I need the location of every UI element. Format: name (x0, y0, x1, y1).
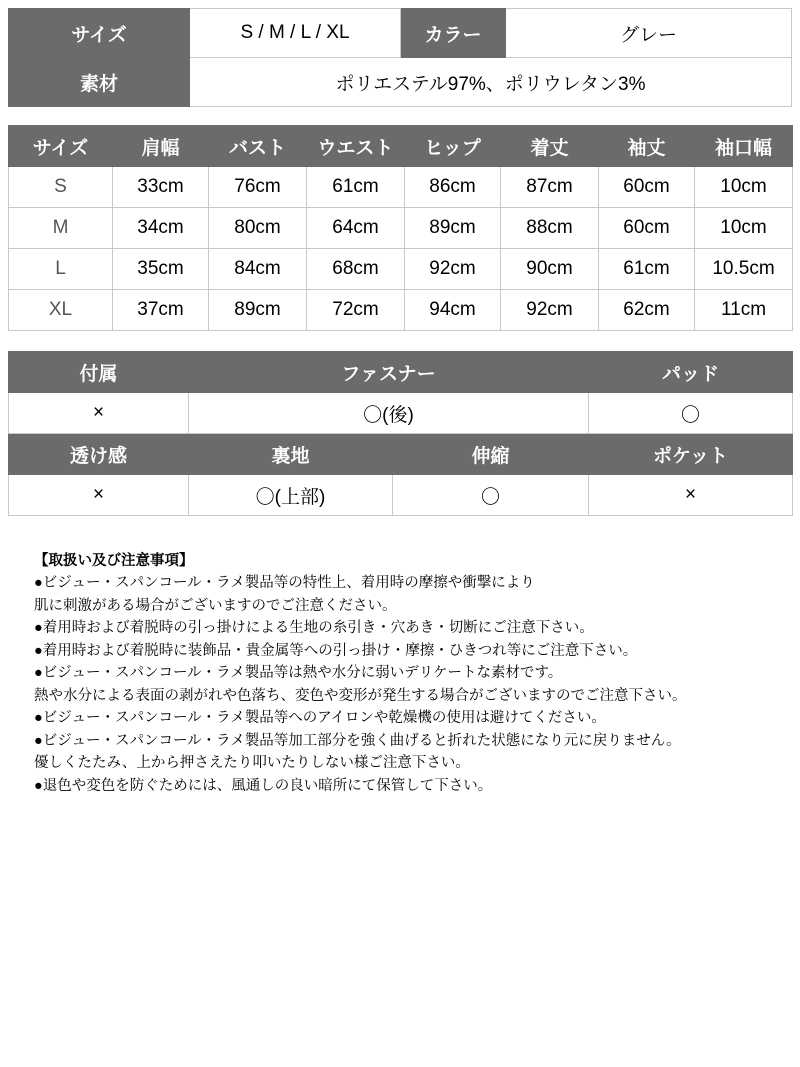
notes-line: ●着用時および着脱時に装飾品・貴金属等への引っ掛け・摩擦・ひきつれ等にご注意下さい。 (34, 642, 638, 659)
table-row (9, 167, 793, 208)
detail-value-stretch: 〇 (393, 475, 589, 516)
table-header-row (9, 352, 793, 393)
size-cell: 94cm (405, 290, 501, 331)
notes-title: 【取扱い及び注意事項】 (34, 553, 194, 569)
table-row (9, 475, 793, 516)
size-cell: 84cm (209, 249, 307, 290)
size-cell: 92cm (405, 249, 501, 290)
size-cell: 37cm (113, 290, 209, 331)
size-col-header-7: 袖口幅 (695, 126, 793, 167)
spec-label-material: 素材 (9, 58, 190, 107)
detail-header-accessory: 付属 (9, 352, 189, 393)
detail-header-stretch: 伸縮 (393, 434, 589, 475)
detail-table (8, 351, 793, 516)
detail-value-pocket: × (589, 475, 793, 516)
size-cell: 60cm (599, 167, 695, 208)
notes-line: ●ビジュー・スパンコール・ラメ製品等加工部分を強く曲げると折れた状態になり元に戻りません。 (34, 732, 681, 749)
detail-header-pad: パッド (589, 352, 793, 393)
size-cell: 87cm (501, 167, 599, 208)
detail-value-sheerness: × (9, 475, 189, 516)
size-cell: 88cm (501, 208, 599, 249)
detail-header-zipper: ファスナー (189, 352, 589, 393)
size-cell: 72cm (307, 290, 405, 331)
size-cell: 68cm (307, 249, 405, 290)
size-cell: 64cm (307, 208, 405, 249)
size-cell: 35cm (113, 249, 209, 290)
notes-line: 肌に刺激がある場合がございますのでご注意ください。 (34, 597, 397, 614)
notes-line: ●ビジュー・スパンコール・ラメ製品等へのアイロンや乾燥機の使用は避けてください。 (34, 710, 606, 727)
notes-line: ●ビジュー・スパンコール・ラメ製品等は熱や水分に弱いデリケートな素材です。 (34, 665, 563, 682)
size-cell: 10cm (695, 167, 793, 208)
table-row (9, 208, 793, 249)
notes-line: ●退色や変色を防ぐためには、風通しの良い暗所にて保管して下さい。 (34, 777, 493, 794)
size-cell: 34cm (113, 208, 209, 249)
size-cell: 10cm (695, 208, 793, 249)
spec-label-size: サイズ (9, 9, 190, 58)
size-cell: 90cm (501, 249, 599, 290)
size-row-label-xl: XL (9, 290, 113, 331)
size-cell: 86cm (405, 167, 501, 208)
detail-header-lining: 裏地 (189, 434, 393, 475)
size-cell: 60cm (599, 208, 695, 249)
detail-header-sheerness: 透け感 (9, 434, 189, 475)
notes-section (8, 550, 792, 797)
table-row (9, 9, 792, 58)
size-cell: 11cm (695, 290, 793, 331)
size-row-label-l: L (9, 249, 113, 290)
table-header-row (9, 126, 793, 167)
size-cell: 62cm (599, 290, 695, 331)
detail-header-pocket: ポケット (589, 434, 793, 475)
spec-table (8, 8, 792, 107)
size-cell: 89cm (405, 208, 501, 249)
notes-line: ●ビジュー・スパンコール・ラメ製品等の特性上、着用時の摩擦や衝撃により (34, 575, 535, 592)
notes-line: 熱や水分による表面の剥がれや色落ち、変色や変形が発生する場合がございますのでご注意下さい。 (34, 687, 687, 704)
table-row (9, 58, 792, 107)
size-cell: 61cm (599, 249, 695, 290)
size-table (8, 125, 793, 331)
size-row-label-s: S (9, 167, 113, 208)
table-row (9, 249, 793, 290)
size-cell: 61cm (307, 167, 405, 208)
detail-value-lining: 〇(上部) (189, 475, 393, 516)
size-col-header-4: ヒップ (405, 126, 501, 167)
size-cell: 89cm (209, 290, 307, 331)
spec-label-color: カラー (401, 9, 506, 58)
table-row (9, 290, 793, 331)
size-col-header-2: バスト (209, 126, 307, 167)
size-col-header-6: 袖丈 (599, 126, 695, 167)
size-cell: 33cm (113, 167, 209, 208)
size-row-label-m: M (9, 208, 113, 249)
spec-value-size: S / M / L / XL (190, 9, 401, 58)
notes-line: 優しくたたみ、上から押さえたり叩いたりしない様ご注意下さい。 (34, 755, 470, 772)
size-cell: 10.5cm (695, 249, 793, 290)
detail-value-zipper: 〇(後) (189, 393, 589, 434)
table-row (9, 393, 793, 434)
size-cell: 80cm (209, 208, 307, 249)
size-cell: 76cm (209, 167, 307, 208)
size-cell: 92cm (501, 290, 599, 331)
size-col-header-1: 肩幅 (113, 126, 209, 167)
notes-line: ●着用時および着脱時の引っ掛けによる生地の糸引き・穴あき・切断にご注意下さい。 (34, 620, 594, 637)
size-col-header-0: サイズ (9, 126, 113, 167)
table-header-row (9, 434, 793, 475)
size-col-header-5: 着丈 (501, 126, 599, 167)
detail-value-pad: 〇 (589, 393, 793, 434)
detail-value-accessory: × (9, 393, 189, 434)
size-col-header-3: ウエスト (307, 126, 405, 167)
spec-value-color: グレー (506, 9, 792, 58)
spec-value-material: ポリエステル97%、ポリウレタン3% (190, 58, 792, 107)
